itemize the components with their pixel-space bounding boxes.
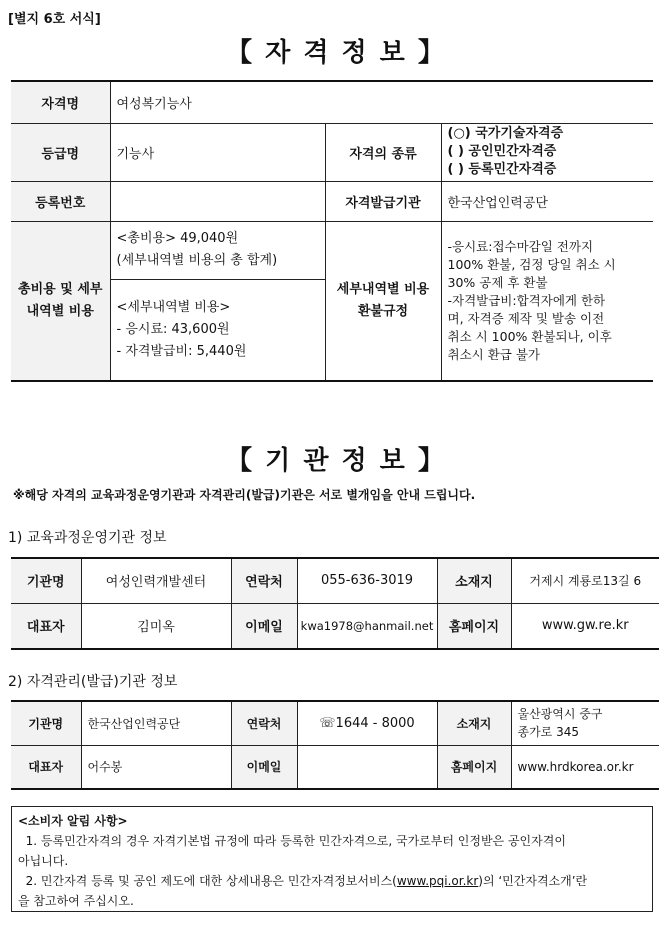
consumer-item1-line1: 1. 등록민간자격의 경우 자격기본법 규정에 따라 등록한 민간자격으로, 국가로부터 인정받은 공인자격이 bbox=[18, 834, 566, 848]
refund-line: 취소시 환급 불가 bbox=[447, 346, 540, 362]
refund-line: 100% 환불, 검정 당일 취소 시 bbox=[447, 256, 616, 272]
qual-issuer-value: 한국산업인력공단 bbox=[441, 181, 653, 221]
type-option-national: (○) 국가기술자격증 bbox=[447, 126, 564, 141]
detail-cost-issue: - 자격발급비: 5,440원 bbox=[116, 343, 247, 359]
mgmt-location-label: 소재지 bbox=[437, 701, 511, 745]
edu-rep-value: 김미옥 bbox=[81, 603, 231, 649]
edu-email-value: kwa1978@hanmail.net bbox=[297, 603, 437, 649]
edu-org-value: 여성인력개발센터 bbox=[81, 558, 231, 603]
consumer-notice-box bbox=[11, 806, 653, 912]
total-cost-line2: (세부내역별 비용의 총 합계) bbox=[116, 253, 278, 268]
qual-issuer-label: 자격발급기관 bbox=[325, 181, 441, 221]
qual-reg-label: 등록번호 bbox=[11, 181, 110, 221]
qual-type-options bbox=[441, 123, 653, 181]
edu-section-title: 1) 교육과정운영기관 정보 bbox=[8, 530, 167, 546]
form-label: [별지 6호 서식] bbox=[8, 12, 101, 27]
refund-rules bbox=[441, 221, 653, 381]
mgmt-contact-value: ☏1644 - 8000 bbox=[297, 701, 437, 745]
refund-line: 며, 자격증 제작 및 발송 이전 bbox=[447, 310, 605, 326]
edu-rep-label: 대표자 bbox=[11, 603, 81, 649]
mgmt-location-line1: 울산광역시 중구 bbox=[517, 707, 603, 722]
edu-location-value: 거제시 계룡로13길 6 bbox=[511, 558, 659, 603]
edu-location-label: 소재지 bbox=[437, 558, 511, 603]
type-option-certified: ( ) 공인민간자격증 bbox=[447, 144, 557, 159]
refund-label: 세부내역별 비용 환불규정 bbox=[325, 221, 441, 381]
edu-contact-label: 연락처 bbox=[231, 558, 297, 603]
qual-type-label: 자격의 종류 bbox=[325, 123, 441, 181]
consumer-item2-prefix: 2. 민간자격 등록 및 공인 제도에 대한 상세내용은 민간자격정보서비스( bbox=[18, 874, 397, 888]
mgmt-location-line2: 종가로 345 bbox=[517, 725, 579, 740]
consumer-item2-line2: 을 참고하여 주십시오. bbox=[18, 894, 134, 908]
detail-cost-exam: - 응시료: 43,600원 bbox=[116, 321, 230, 337]
mgmt-contact-label: 연락처 bbox=[231, 701, 297, 745]
mgmt-org-label: 기관명 bbox=[11, 701, 81, 745]
mgmt-section-title: 2) 자격관리(발급)기관 정보 bbox=[8, 674, 178, 690]
refund-line: -응시료:접수마감일 전까지 bbox=[447, 238, 594, 254]
qualification-table bbox=[11, 80, 653, 382]
qual-cost-label: 총비용 및 세부내역별 비용 bbox=[11, 221, 110, 381]
qual-grade-label: 등급명 bbox=[11, 123, 110, 181]
total-cost-cell bbox=[110, 221, 325, 279]
refund-line: -자격발급비:합격자에게 한하 bbox=[447, 292, 606, 308]
mgmt-rep-label: 대표자 bbox=[11, 745, 81, 789]
mgmt-homepage-label: 홈페이지 bbox=[437, 745, 511, 789]
consumer-notice-title: <소비자 알림 사항> bbox=[18, 814, 128, 828]
refund-line: 취소 시 100% 환불되나, 이후 bbox=[447, 328, 612, 344]
notice-text: ※해당 자격의 교육과정운영기관과 자격관리(발급)기관은 서로 별개임을 안내 드립니다. bbox=[13, 488, 476, 502]
qual-name-label: 자격명 bbox=[11, 81, 110, 123]
mgmt-email-value bbox=[297, 745, 437, 789]
qual-name-value: 여성복기능사 bbox=[110, 81, 653, 123]
type-option-registered: ( ) 등록민간자격증 bbox=[447, 162, 557, 177]
consumer-item1-line2: 아닙니다. bbox=[18, 854, 69, 868]
mgmt-homepage-value: www.hrdkorea.or.kr bbox=[511, 745, 659, 789]
edu-homepage-value: www.gw.re.kr bbox=[511, 603, 659, 649]
mgmt-location-value bbox=[511, 701, 659, 745]
edu-contact-value: 055-636-3019 bbox=[297, 558, 437, 603]
consumer-item2-line1 bbox=[18, 871, 646, 891]
pqi-link[interactable]: www.pqi.or.kr bbox=[396, 874, 479, 888]
mgmt-org-value: 한국산업인력공단 bbox=[81, 701, 231, 745]
mgmt-email-label: 이메일 bbox=[231, 745, 297, 789]
qual-grade-value: 기능사 bbox=[110, 123, 325, 181]
section-title-qualification: 【 자 격 정 보 】 bbox=[226, 38, 446, 68]
section-title-institution: 【 기 관 정 보 】 bbox=[226, 446, 446, 476]
refund-line: 30% 공제 후 환불 bbox=[447, 274, 548, 290]
edu-homepage-label: 홈페이지 bbox=[437, 603, 511, 649]
detail-cost-cell bbox=[110, 279, 325, 381]
edu-email-label: 이메일 bbox=[231, 603, 297, 649]
edu-institution-table bbox=[11, 557, 659, 650]
qual-reg-value bbox=[110, 181, 325, 221]
mgmt-rep-value: 어수봉 bbox=[81, 745, 231, 789]
mgmt-institution-table bbox=[11, 700, 659, 790]
edu-org-label: 기관명 bbox=[11, 558, 81, 603]
total-cost-line1: <총비용> 49,040원 bbox=[116, 231, 239, 246]
consumer-item2-mid: )의 ‘민간자격소개’란 bbox=[478, 874, 588, 888]
detail-cost-header: <세부내역별 비용> bbox=[116, 299, 231, 315]
